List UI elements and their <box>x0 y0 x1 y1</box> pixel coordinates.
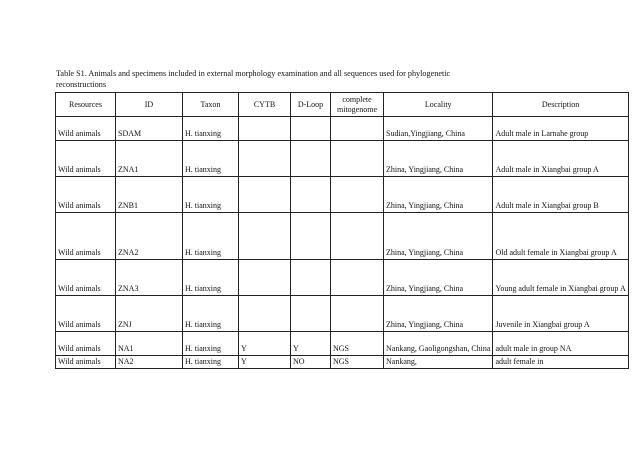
cell-locality: Sudian,Yingjiang, China <box>384 117 493 141</box>
cell-taxon: H. tianxing <box>183 260 239 296</box>
cell-d-loop <box>291 141 331 177</box>
cell-locality: Zhina, Yingjiang, China <box>384 141 493 177</box>
table-row <box>56 296 629 332</box>
cell-mitogenome <box>331 141 384 177</box>
cell-locality: Zhina, Yingjiang, China <box>384 177 493 213</box>
cell-locality: Nankang, Gaoligongshan, China <box>384 332 493 356</box>
table-row <box>56 117 629 141</box>
cell-taxon: H. tianxing <box>183 296 239 332</box>
header-mitogenome-line1: complete <box>342 95 372 104</box>
header-description: Description <box>493 93 628 117</box>
cell-mitogenome <box>331 213 384 260</box>
cell-taxon: H. tianxing <box>183 177 239 213</box>
cell-taxon: H. tianxing <box>183 141 239 177</box>
cell-id: ZNJ <box>116 296 183 332</box>
cell-mitogenome: NGS <box>331 356 384 369</box>
cell-resources: Wild animals <box>56 141 116 177</box>
cell-cytb <box>239 177 291 213</box>
header-id: ID <box>116 93 183 117</box>
cell-mitogenome <box>331 260 384 296</box>
cell-d-loop: Y <box>291 332 331 356</box>
cell-description: Juvenile in Xiangbai group A <box>493 296 628 332</box>
cell-resources: Wild animals <box>56 296 116 332</box>
cell-locality: Nankang, <box>384 356 493 369</box>
cell-taxon: H. tianxing <box>183 213 239 260</box>
cell-mitogenome <box>331 117 384 141</box>
cell-description: Young adult female in Xiangbai group A <box>493 260 628 296</box>
cell-cytb <box>239 260 291 296</box>
table-header-row <box>56 93 629 117</box>
table-caption: Table S1. Animals and specimens included in external morphology examination and all sequences used for phylogenetic reconstructions <box>56 69 451 89</box>
cell-d-loop: NO <box>291 356 331 369</box>
cell-id: SDAM <box>116 117 183 141</box>
cell-cytb: Y <box>239 356 291 369</box>
header-taxon: Taxon <box>183 93 239 117</box>
cell-resources: Wild animals <box>56 213 116 260</box>
cell-resources: Wild animals <box>56 260 116 296</box>
cell-resources: Wild animals <box>56 332 116 356</box>
cell-id: ZNA3 <box>116 260 183 296</box>
cell-cytb <box>239 296 291 332</box>
cell-id: NA2 <box>116 356 183 369</box>
cell-cytb <box>239 213 291 260</box>
cell-d-loop <box>291 177 331 213</box>
header-cytb: CYTB <box>239 93 291 117</box>
cell-resources: Wild animals <box>56 177 116 213</box>
header-mitogenome-line2: mitogenome <box>337 104 377 114</box>
cell-locality: Zhina, Yingjiang, China <box>384 296 493 332</box>
table-row <box>56 356 629 369</box>
cell-d-loop <box>291 117 331 141</box>
cell-id: ZNA2 <box>116 213 183 260</box>
cell-cytb <box>239 117 291 141</box>
table-row <box>56 332 629 356</box>
cell-cytb: Y <box>239 332 291 356</box>
cell-mitogenome <box>331 296 384 332</box>
header-locality: Locality <box>384 93 493 117</box>
cell-taxon: H. tianxing <box>183 356 239 369</box>
cell-d-loop <box>291 296 331 332</box>
cell-description: Adult male in Xiangbai group A <box>493 141 628 177</box>
cell-cytb <box>239 141 291 177</box>
cell-id: ZNB1 <box>116 177 183 213</box>
table-row <box>56 141 629 177</box>
table-row <box>56 177 629 213</box>
cell-locality: Zhina, Yingjiang, China <box>384 213 493 260</box>
header-d-loop: D-Loop <box>291 93 331 117</box>
cell-description: adult male in group NA <box>493 332 628 356</box>
cell-mitogenome: NGS <box>331 332 384 356</box>
cell-d-loop <box>291 260 331 296</box>
table-row <box>56 213 629 260</box>
cell-taxon: H. tianxing <box>183 332 239 356</box>
cell-locality: Zhina, Yingjiang, China <box>384 260 493 296</box>
cell-description: Old adult female in Xiangbai group A <box>493 213 628 260</box>
cell-id: NA1 <box>116 332 183 356</box>
cell-id: ZNA1 <box>116 141 183 177</box>
cell-resources: Wild animals <box>56 117 116 141</box>
cell-description: Adult male in Larnahe group <box>493 117 628 141</box>
cell-d-loop <box>291 213 331 260</box>
cell-description: Adult male in Xiangbai group B <box>493 177 628 213</box>
specimen-table <box>55 92 629 369</box>
header-resources: Resources <box>56 93 116 117</box>
table-row <box>56 260 629 296</box>
header-complete-mitogenome <box>331 93 384 117</box>
cell-description: adult female in <box>493 356 628 369</box>
cell-taxon: H. tianxing <box>183 117 239 141</box>
cell-resources: Wild animals <box>56 356 116 369</box>
cell-mitogenome <box>331 177 384 213</box>
